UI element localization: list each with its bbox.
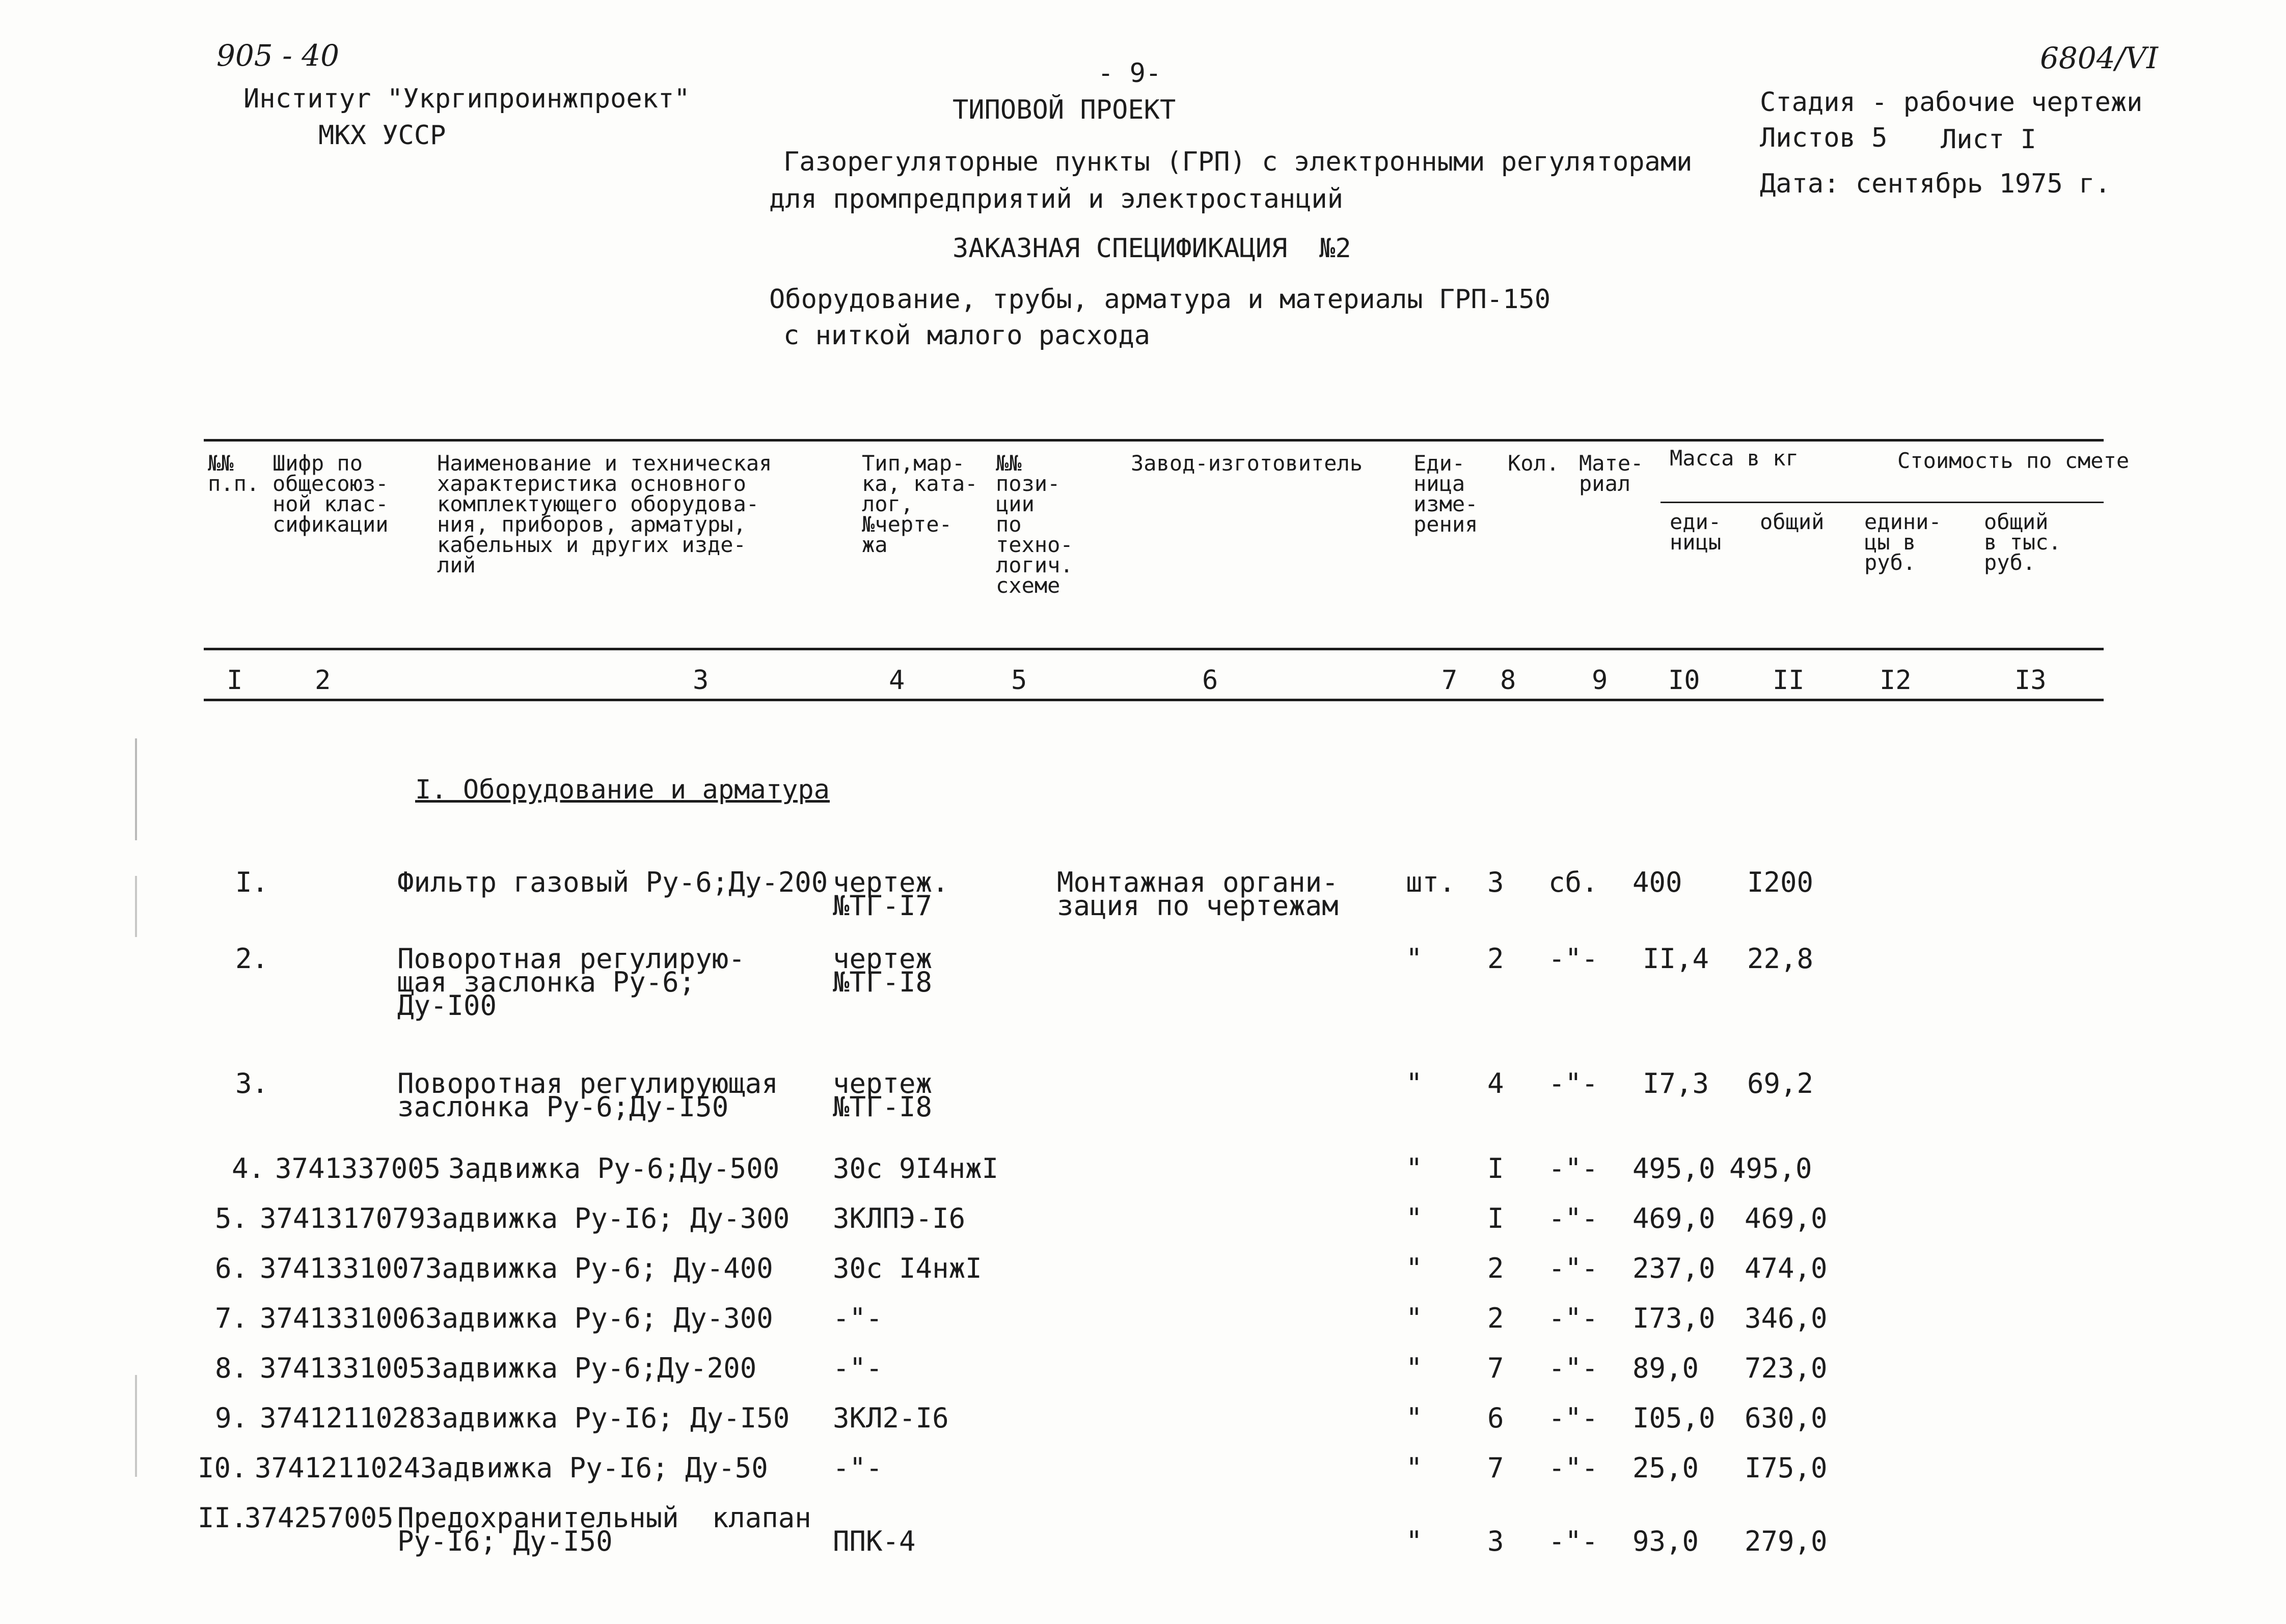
row-material: сб. — [1548, 866, 1598, 898]
row-type: чертеж №ТГ-I8 — [833, 943, 933, 998]
row-number: 8. — [215, 1352, 249, 1384]
stage: Стадия - рабочие чертежи — [1760, 87, 2143, 118]
row-mass-unit: 495,0 — [1632, 1152, 1716, 1185]
row-code: 3741211028 — [260, 1402, 426, 1434]
row-type: -"- — [833, 1302, 883, 1334]
col-number: 7 — [1441, 665, 1458, 696]
row-name: Фильтр газовый Ру-6;Ду-200 — [397, 866, 828, 898]
row-mass-unit: I05,0 — [1632, 1402, 1716, 1434]
col-number: II — [1773, 665, 1805, 696]
column-numbers-rule — [204, 699, 2104, 701]
row-code: 374257005 — [244, 1502, 394, 1534]
col-header-code: Шифр по общесоюз- ной клас- сификации — [273, 451, 389, 537]
row-material: -"- — [1548, 1302, 1598, 1334]
row-mass-total: 279,0 — [1745, 1525, 1828, 1557]
row-mass-total: I75,0 — [1745, 1452, 1828, 1484]
row-number: 3. — [235, 1067, 269, 1099]
table-header-rule — [204, 648, 2104, 650]
spec-title: ЗАКАЗНАЯ СПЕЦИФИКАЦИЯ №2 — [953, 233, 1351, 264]
col-number: I3 — [2015, 665, 2047, 696]
col-number: I2 — [1880, 665, 1912, 696]
row-material: -"- — [1548, 1452, 1598, 1484]
col-header-cost-total: общий в тыс. руб. — [1984, 509, 2061, 575]
table-row — [0, 943, 2286, 1029]
row-mass-unit: I73,0 — [1632, 1302, 1716, 1334]
row-name: Задвижка Ру-I6; Ду-I50 — [425, 1402, 790, 1434]
row-manufacturer: Монтажная органи- зация по чертежам — [1057, 866, 1339, 922]
date: Дата: сентябрь 1975 г. — [1760, 169, 2111, 199]
doc-code: 905 - 40 — [216, 38, 339, 73]
row-mass-total: I200 — [1747, 866, 1814, 898]
row-number: II. — [198, 1502, 248, 1534]
row-unit: " — [1406, 1302, 1423, 1334]
row-name: Задвижка Ру-6; Ду-300 — [425, 1302, 773, 1334]
institute-ministry: МКХ УССР — [318, 120, 446, 151]
row-number: I0. — [198, 1452, 248, 1484]
row-mass-total: 495,0 — [1729, 1152, 1812, 1185]
row-name: Задвижка Ру-6; Ду-400 — [425, 1252, 773, 1284]
row-quantity: 3 — [1487, 866, 1504, 898]
row-mass-unit: 400 — [1632, 866, 1682, 898]
spec-subtitle: Оборудование, трубы, арматура и материалы ГРП-150 — [769, 284, 1551, 315]
col-header-mass-group: Масса в кг — [1670, 446, 1799, 471]
row-mass-unit: 237,0 — [1632, 1252, 1716, 1284]
row-mass-unit: II,4 — [1643, 943, 1709, 975]
row-material: -"- — [1548, 1352, 1598, 1384]
margin-mark — [135, 1375, 137, 1477]
row-type: 30с 9I4нжI — [833, 1152, 999, 1185]
col-number: 6 — [1202, 665, 1218, 696]
row-mass-total: 474,0 — [1745, 1252, 1828, 1284]
col-number: 3 — [693, 665, 709, 696]
row-unit: " — [1406, 943, 1423, 975]
row-unit: " — [1406, 1252, 1423, 1284]
col-number: 5 — [1011, 665, 1027, 696]
col-number: 9 — [1592, 665, 1608, 696]
row-mass-total: 69,2 — [1747, 1067, 1814, 1099]
row-code: 3741331005 — [260, 1352, 426, 1384]
row-quantity: 4 — [1487, 1067, 1504, 1099]
col-header-material: Мате- риал — [1579, 451, 1644, 496]
row-quantity: I — [1487, 1202, 1504, 1234]
col-header-mass-unit: еди- ницы — [1670, 509, 1722, 555]
row-material: -"- — [1548, 1525, 1598, 1557]
row-unit: " — [1406, 1525, 1423, 1557]
row-mass-total: 346,0 — [1745, 1302, 1828, 1334]
project-title: Газорегуляторные пункты (ГРП) с электронными регуляторами — [783, 147, 1693, 177]
sheets-total: Листов 5 — [1760, 123, 1888, 153]
row-type: -"- — [833, 1352, 883, 1384]
row-quantity: 7 — [1487, 1452, 1504, 1484]
row-mass-unit: I7,3 — [1643, 1067, 1709, 1099]
table-top-rule — [204, 439, 2104, 442]
row-name: Задвижка Ру-I6; Ду-50 — [420, 1452, 768, 1484]
col-header-name: Наименование и техническая характеристика основного комплектующего оборудова- ния, приборов, арматуры, кабельных и других изде- лий — [437, 451, 772, 577]
project-title-continued: для промпредприятий и электростанций — [769, 184, 1344, 214]
col-header-type: Тип,мар- ка, ката- лог, №черте- жа — [862, 451, 978, 557]
row-mass-total: 723,0 — [1745, 1352, 1828, 1384]
margin-mark — [135, 738, 137, 840]
project-type: ТИПОВОЙ ПРОЕКТ — [953, 95, 1176, 125]
row-type: чертеж. №ТГ-I7 — [833, 866, 949, 922]
row-mass-unit: 25,0 — [1632, 1452, 1699, 1484]
row-type: ЗКЛПЭ-I6 — [833, 1202, 966, 1234]
row-mass-total: 630,0 — [1745, 1402, 1828, 1434]
row-type: ППК-4 — [833, 1525, 916, 1557]
row-name: Задвижка Ру-I6; Ду-300 — [425, 1202, 790, 1234]
group-subheader-rule — [1661, 502, 2104, 503]
row-material: -"- — [1548, 1252, 1598, 1284]
row-quantity: 6 — [1487, 1402, 1504, 1434]
row-code: 3741317079 — [260, 1202, 426, 1234]
row-mass-unit: 89,0 — [1632, 1352, 1699, 1384]
row-unit: " — [1406, 1067, 1423, 1099]
institute-name: Инститyr "Укргипроинжпроект" — [243, 84, 690, 114]
row-number: 7. — [215, 1302, 249, 1334]
row-material: -"- — [1548, 1202, 1598, 1234]
row-mass-total: 469,0 — [1745, 1202, 1828, 1234]
sheet-code: 6804/VI — [2040, 41, 2158, 75]
col-number: 4 — [889, 665, 905, 696]
row-mass-unit: 469,0 — [1632, 1202, 1716, 1234]
row-mass-total: 22,8 — [1747, 943, 1814, 975]
row-code: 3741331006 — [260, 1302, 426, 1334]
col-number: 8 — [1500, 665, 1516, 696]
row-name: Задвижка Ру-6;Ду-500 — [448, 1152, 780, 1185]
spec-subtitle-continued: с ниткой малого расхода — [783, 320, 1151, 351]
margin-mark — [135, 876, 137, 937]
col-header-number: №№ п.п. — [208, 451, 260, 496]
row-type: ЗКЛ2-I6 — [833, 1402, 949, 1434]
row-code: 3741211024 — [255, 1452, 421, 1484]
row-number: I. — [235, 866, 269, 898]
row-code: 3741337005 — [275, 1152, 441, 1185]
row-unit: " — [1406, 1202, 1423, 1234]
row-number: 4. — [232, 1152, 265, 1185]
section-title: I. Оборудование и арматура — [415, 775, 830, 805]
table-row — [0, 1067, 2286, 1153]
sheet-number: Лист I — [1941, 124, 2036, 155]
col-header-manufacturer: Завод-изготовитель — [1131, 451, 1363, 476]
row-number: 9. — [215, 1402, 249, 1434]
row-quantity: 2 — [1487, 943, 1504, 975]
row-name: Предохранительный клапан Ру-I6; Ду-I50 — [397, 1502, 811, 1557]
row-type: -"- — [833, 1452, 883, 1484]
row-number: 6. — [215, 1252, 249, 1284]
row-material: -"- — [1548, 1152, 1598, 1185]
col-number: I0 — [1668, 665, 1700, 696]
row-quantity: 3 — [1487, 1525, 1504, 1557]
row-unit: " — [1406, 1452, 1423, 1484]
row-unit: шт. — [1406, 866, 1456, 898]
table-row — [0, 1502, 2286, 1588]
row-material: -"- — [1548, 1067, 1598, 1099]
page-number: - 9- — [1098, 58, 1162, 89]
row-code: 3741331007 — [260, 1252, 426, 1284]
col-number: I — [227, 665, 243, 696]
table-row — [0, 866, 2286, 952]
col-header-position: №№ пози- ции по техно- логич. схеме — [996, 451, 1073, 598]
row-quantity: 2 — [1487, 1302, 1504, 1334]
row-quantity: 7 — [1487, 1352, 1504, 1384]
row-material: -"- — [1548, 943, 1598, 975]
col-header-mass-total: общий — [1760, 509, 1825, 534]
row-number: 2. — [235, 943, 269, 975]
row-mass-unit: 93,0 — [1632, 1525, 1699, 1557]
row-quantity: 2 — [1487, 1252, 1504, 1284]
row-unit: " — [1406, 1352, 1423, 1384]
row-type: 30с I4нжI — [833, 1252, 982, 1284]
row-number: 5. — [215, 1202, 249, 1234]
row-material: -"- — [1548, 1402, 1598, 1434]
row-quantity: I — [1487, 1152, 1504, 1185]
row-type: чертеж №ТГ-I8 — [833, 1067, 933, 1123]
row-unit: " — [1406, 1402, 1423, 1434]
row-name: Задвижка Ру-6;Ду-200 — [425, 1352, 757, 1384]
row-unit: " — [1406, 1152, 1423, 1185]
col-header-unit: Еди- ница изме- рения — [1413, 451, 1478, 537]
col-header-cost-group: Стоимость по смете — [1897, 448, 2130, 473]
row-name: Поворотная регулирую- щая заслонка Ру-6; Ду-I00 — [397, 943, 745, 1022]
col-header-quantity: Кол. — [1508, 451, 1560, 476]
row-name: Поворотная регулирующая заслонка Ру-6;Ду-I50 — [397, 1067, 778, 1123]
col-header-cost-unit: едини- цы в руб. — [1864, 509, 1942, 575]
col-number: 2 — [315, 665, 331, 696]
